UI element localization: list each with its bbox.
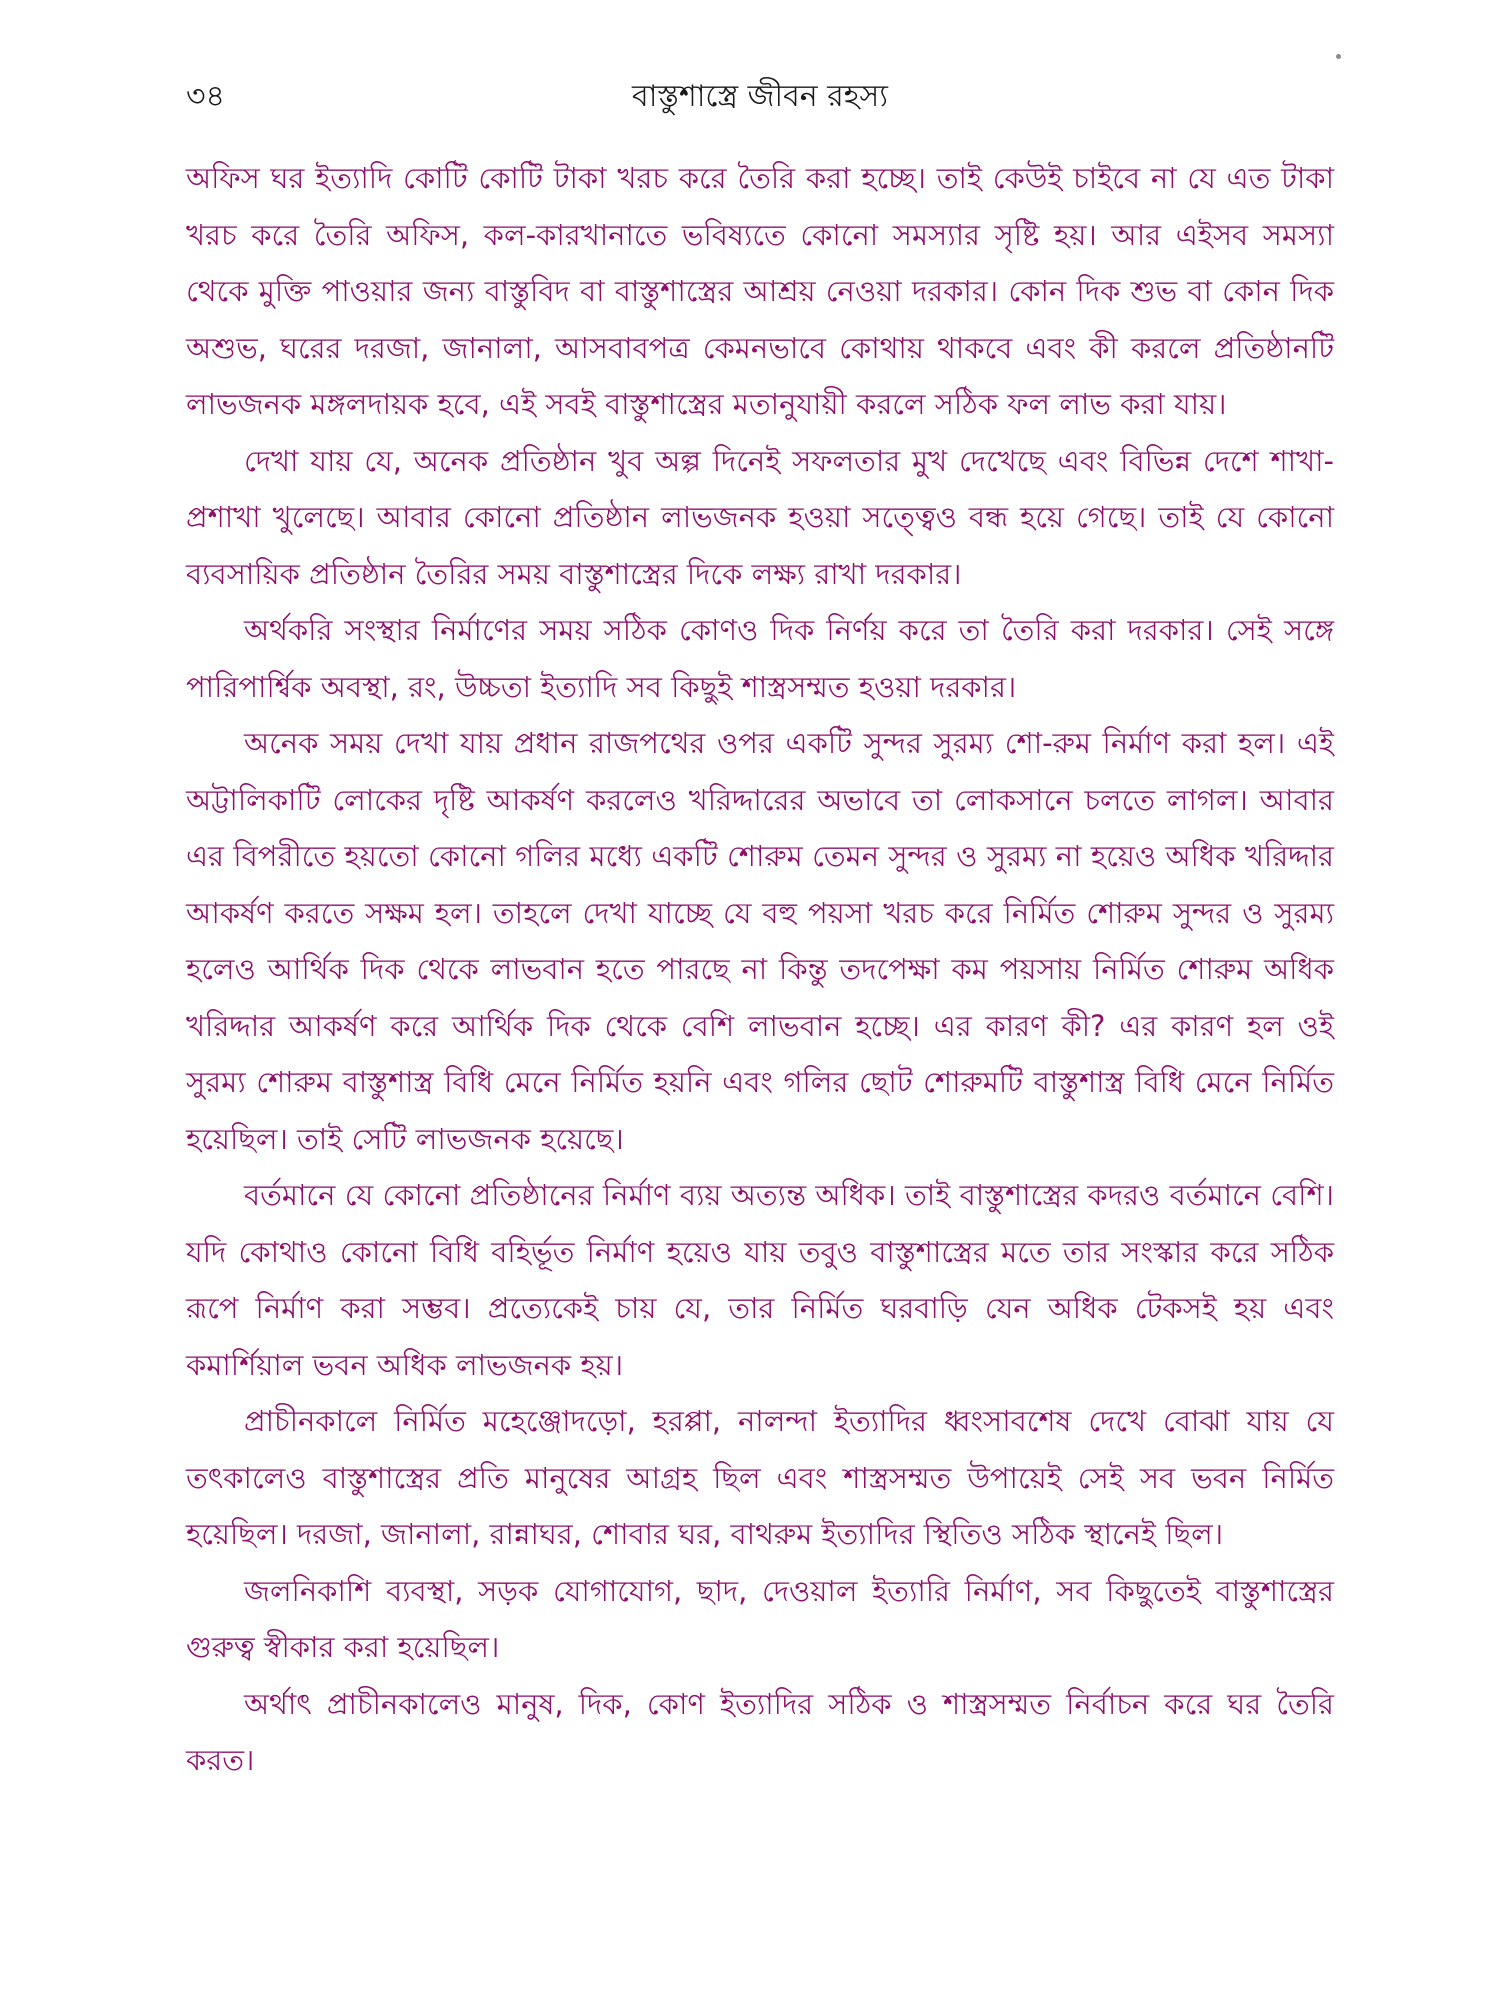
- page-number: ৩৪: [186, 79, 225, 114]
- paragraph: দেখা যায় যে, অনেক প্রতিষ্ঠান খুব অল্প দিনেই সফলতার মুখ দেখেছে এবং বিভিন্ন দেশে শাখা-প্রশাখা খুলেছে। আবার কোনো প্রতিষ্ঠান লাভজনক হওয়া সত্ত্বেও বন্ধ হয়ে গেছে। তাই যে কোনো ব্যবসায়িক প্রতিষ্ঠান তৈরির সময় বাস্তুশাস্ত্রের দিকে লক্ষ্য রাখা দরকার।: [186, 443, 1334, 591]
- paragraph: অর্থকরি সংস্থার নির্মাণের সময় সঠিক কোণও দিক নির্ণয় করে তা তৈরি করা দরকার। সেই সঙ্গে পারিপার্শ্বিক অবস্থা, রং, উচ্চতা ইত্যাদি সব কিছুই শাস্ত্রসম্মত হওয়া দরকার।: [186, 613, 1334, 704]
- paragraph: অনেক সময় দেখা যায় প্রধান রাজপথের ওপর একটি সুন্দর সুরম্য শো-রুম নির্মাণ করা হল। এই অট্টালিকাটি লোকের দৃষ্টি আকর্ষণ করলেও খরিদ্দারের অভাবে তা লোকসানে চলতে লাগল। আবার এর বিপরীতে হয়তো কোনো গলির মধ্যে একটি শোরুম তেমন সুন্দর ও সুরম্য না হয়েও অধিক খরিদ্দার আকর্ষণ করতে সক্ষম হল। তাহলে দেখা যাচ্ছে যে বহু পয়সা খরচ করে নির্মিত শোরুম সুন্দর ও সুরম্য হলেও আর্থিক দিক থেকে লাভবান হতে পারছে না কিন্তু তদপেক্ষা কম পয়সায় নির্মিত শোরুম অধিক খরিদ্দার আকর্ষণ করে আর্থিক দিক থেকে বেশি লাভবান হচ্ছে। এর কারণ কী? এর কারণ হল ওই সুরম্য শোরুম বাস্তুশাস্ত্র বিধি মেনে নির্মিত হয়নি এবং গলির ছোট শোরুমটি বাস্তুশাস্ত্র বিধি মেনে নির্মিত হয়েছিল। তাই সেটি লাভজনক হয়েছে।: [186, 726, 1334, 1156]
- paragraph: অর্থাৎ প্রাচীনকালেও মানুষ, দিক, কোণ ইত্যাদির সঠিক ও শাস্ত্রসম্মত নির্বাচন করে ঘর তৈরি করত।: [186, 1686, 1334, 1777]
- body-text: [186, 150, 1334, 1789]
- paragraph: অফিস ঘর ইত্যাদি কোটি কোটি টাকা খরচ করে তৈরি করা হচ্ছে। তাই কেউই চাইবে না যে এত টাকা খরচ করে তৈরি অফিস, কল-কারখানাতে ভবিষ্যতে কোনো সমস্যার সৃষ্টি হয়। আর এইসব সমস্যা থেকে মুক্তি পাওয়ার জন্য বাস্তুবিদ বা বাস্তুশাস্ত্রের আশ্রয় নেওয়া দরকার। কোন দিক শুভ বা কোন দিক অশুভ, ঘরের দরজা, জানালা, আসবাবপত্র কেমনভাবে কোথায় থাকবে এবং কী করলে প্রতিষ্ঠানটি লাভজনক মঙ্গলদায়ক হবে, এই সবই বাস্তুশাস্ত্রের মতানুযায়ী করলে সঠিক ফল লাভ করা যায়।: [186, 161, 1334, 421]
- paragraph: প্রাচীনকালে নির্মিত মহেঞ্জোদড়ো, হরপ্পা, নালন্দা ইত্যাদির ধ্বংসাবশেষ দেখে বোঝা যায় যে তৎকালেও বাস্তুশাস্ত্রের প্রতি মানুষের আগ্রহ ছিল এবং শাস্ত্রসম্মত উপায়েই সেই সব ভবন নির্মিত হয়েছিল। দরজা, জানালা, রান্নাঘর, শোবার ঘর, বাথরুম ইত্যাদির স্থিতিও সঠিক স্থানেই ছিল।: [186, 1404, 1334, 1551]
- print-speck: [1336, 54, 1341, 59]
- running-title: বাস্তুশাস্ত্রে জীবন রহস্য: [632, 79, 888, 114]
- paragraph: জলনিকাশি ব্যবস্থা, সড়ক যোগাযোগ, ছাদ, দেওয়াল ইত্যারি নির্মাণ, সব কিছুতেই বাস্তুশাস্ত্রের গুরুত্ব স্বীকার করা হয়েছিল।: [186, 1573, 1334, 1664]
- page-header: [186, 72, 1334, 122]
- paragraph: বর্তমানে যে কোনো প্রতিষ্ঠানের নির্মাণ ব্যয় অত্যন্ত অধিক। তাই বাস্তুশাস্ত্রের কদরও বর্তমানে বেশি। যদি কোথাও কোনো বিধি বহির্ভূত নির্মাণ হয়েও যায় তবুও বাস্তুশাস্ত্রের মতে তার সংস্কার করে সঠিক রূপে নির্মাণ করা সম্ভব। প্রত্যেকেই চায় যে, তার নির্মিত ঘরবাড়ি যেন অধিক টেকসই হয় এবং কমার্শিয়াল ভবন অধিক লাভজনক হয়।: [186, 1178, 1334, 1382]
